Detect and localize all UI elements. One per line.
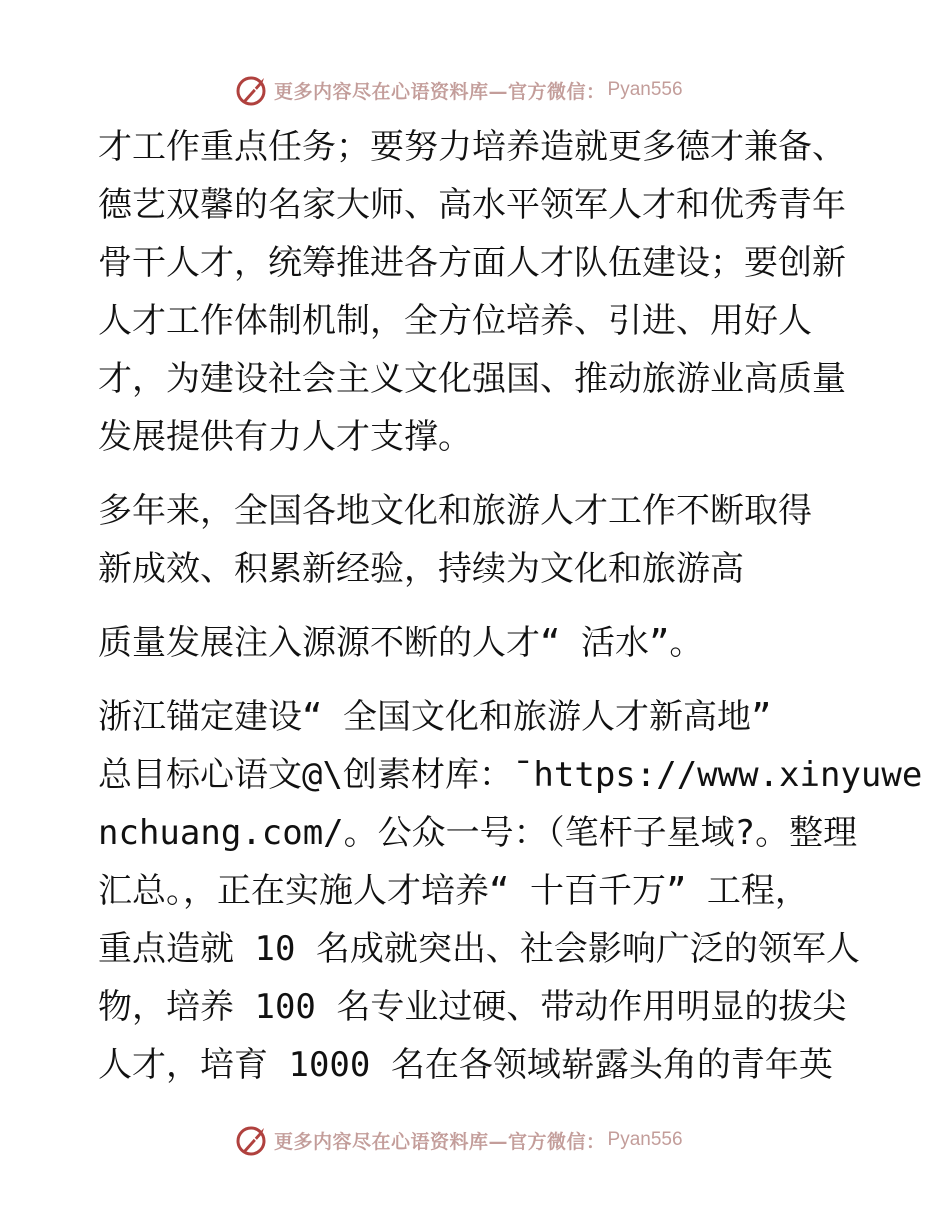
footer-watermark bbox=[234, 1120, 683, 1160]
text-line: 新成效、积累新经验，持续为文化和旅游高 bbox=[98, 549, 744, 589]
watermark-text: 更多内容尽在心语资料库—官方微信： bbox=[274, 1130, 606, 1153]
text-line: 才，为建设社会主义文化强国、推动旅游业高质量 bbox=[98, 359, 846, 399]
quill-logo-icon bbox=[234, 72, 270, 108]
paragraph-gap bbox=[98, 466, 858, 482]
text-line: 才工作重点任务；要努力培养造就更多德才兼备、 bbox=[98, 127, 846, 167]
text-line: 物，培养 100 名专业过硬、带动作用明显的拔尖 bbox=[98, 987, 847, 1027]
text-line: 骨干人才，统筹推进各方面人才队伍建设；要创新 bbox=[98, 243, 846, 283]
text-line: 人才，培育 1000 名在各领域崭露头角的青年英 bbox=[98, 1045, 833, 1085]
watermark-wechat-id: Pyan556 bbox=[607, 79, 683, 100]
watermark-text: 更多内容尽在心语资料库—官方微信： bbox=[274, 80, 606, 103]
paragraph-gap bbox=[98, 672, 858, 688]
text-line: 浙江锚定建设“ 全国文化和旅游人才新高地” bbox=[98, 697, 772, 737]
watermark-wechat-id: Pyan556 bbox=[607, 1129, 683, 1150]
paragraph-gap bbox=[98, 598, 858, 614]
text-line: 德艺双馨的名家大师、高水平领军人才和优秀青年 bbox=[98, 185, 846, 225]
document-body bbox=[98, 118, 923, 1094]
header-watermark bbox=[234, 70, 683, 110]
quill-logo-icon bbox=[234, 1122, 270, 1158]
text-line: 总目标心语文@\创素材库：¯https://www.xinyuwe bbox=[98, 755, 923, 795]
text-line: 发展提供有力人才支撑。 bbox=[98, 417, 472, 457]
text-line: 多年来，全国各地文化和旅游人才工作不断取得 bbox=[98, 491, 812, 531]
text-line: 人才工作体制机制，全方位培养、引进、用好人 bbox=[98, 301, 812, 341]
text-line: 质量发展注入源源不断的人才“ 活水”。 bbox=[98, 623, 704, 663]
text-line: nchuang.com/。公众一号：（笔杆子星域?。整理 bbox=[98, 813, 858, 853]
text-line: 汇总。，正在实施人才培养“ 十百千万” 工程， bbox=[98, 871, 809, 911]
text-line: 重点造就 10 名成就突出、社会影响广泛的领军人 bbox=[98, 929, 860, 969]
